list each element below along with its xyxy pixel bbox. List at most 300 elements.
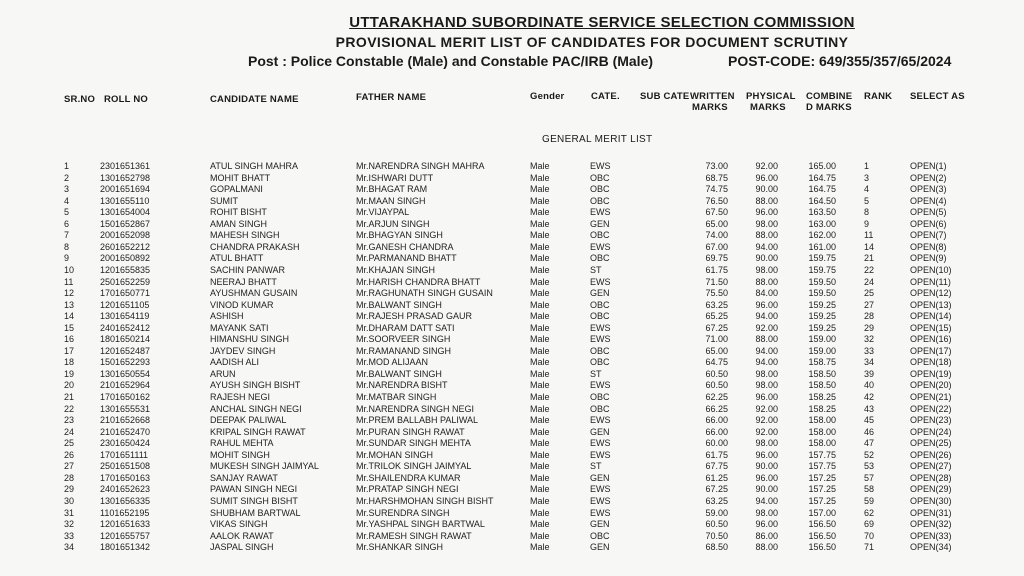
category-cell: EWS [590, 484, 611, 495]
physical-marks-cell: 88.00 [755, 230, 778, 241]
sr-no-cell: 7 [64, 230, 70, 241]
combined-marks-cell: 158.00 [808, 438, 836, 449]
combined-marks-cell: 163.00 [808, 218, 836, 229]
gender-cell: Male [530, 299, 550, 310]
written-marks-cell: 63.25 [705, 495, 728, 506]
select-as-cell: OPEN(14) [910, 311, 952, 322]
physical-marks-cell: 98.00 [755, 507, 778, 518]
table-row [0, 219, 1024, 230]
gender-cell: Male [530, 507, 550, 518]
rank-cell: 3 [864, 172, 870, 183]
table-row [0, 542, 1024, 553]
father-name-cell: Mr.RAMANAND SINGH [356, 345, 452, 356]
gender-cell: Male [530, 472, 550, 483]
col-select-as: SELECT AS [910, 91, 965, 102]
rank-cell: 47 [864, 438, 875, 449]
roll-no-cell: 1101652195 [100, 507, 150, 518]
sr-no-cell: 34 [64, 542, 75, 553]
sr-no-cell: 17 [64, 345, 75, 356]
physical-marks-cell: 98.00 [755, 380, 778, 391]
candidate-name-cell: SHUBHAM BARTWAL [210, 507, 301, 518]
table-row [0, 300, 1024, 311]
combined-marks-cell: 159.75 [808, 264, 836, 275]
gender-cell: Male [530, 438, 550, 449]
gender-cell: Male [530, 392, 550, 402]
candidate-name-cell: KRIPAL SINGH RAWAT [210, 426, 306, 437]
roll-no-cell: 1701651111 [100, 449, 149, 460]
physical-marks-cell: 86.00 [755, 530, 778, 541]
select-as-cell: OPEN(34) [910, 542, 952, 553]
combined-marks-cell: 157.00 [808, 507, 836, 518]
table-row [0, 496, 1024, 507]
table-row [0, 531, 1024, 542]
physical-marks-cell: 88.00 [755, 195, 778, 206]
category-cell: OBC [590, 230, 610, 241]
category-cell: EWS [590, 449, 611, 460]
select-as-cell: OPEN(15) [910, 322, 952, 333]
table-row [0, 253, 1024, 264]
select-as-cell: OPEN(25) [910, 438, 952, 449]
table-row [0, 438, 1024, 449]
gender-cell: Male [530, 357, 550, 368]
category-cell: EWS [590, 322, 611, 333]
candidate-name-cell: JASPAL SINGH [210, 542, 274, 553]
written-marks-cell: 67.25 [705, 484, 728, 495]
physical-marks-cell: 90.00 [755, 184, 778, 195]
combined-marks-cell: 165.00 [808, 161, 836, 171]
combined-marks-cell: 162.00 [808, 230, 836, 241]
candidate-name-cell: AMAN SINGH [210, 218, 268, 229]
section-label: GENERAL MERIT LIST [542, 134, 653, 145]
sr-no-cell: 21 [64, 392, 75, 402]
table-row [0, 184, 1024, 195]
physical-marks-cell: 94.00 [755, 345, 778, 356]
roll-no-cell: 1801650214 [100, 334, 151, 345]
sr-no-cell: 22 [64, 403, 75, 414]
gender-cell: Male [530, 218, 550, 229]
physical-marks-cell: 96.00 [755, 449, 778, 460]
combined-marks-cell: 159.50 [808, 288, 836, 299]
select-as-cell: OPEN(7) [910, 230, 947, 241]
category-cell: OBC [590, 172, 610, 183]
gender-cell: Male [530, 380, 550, 391]
select-as-cell: OPEN(32) [910, 519, 952, 530]
roll-no-cell: 1501652867 [100, 218, 151, 229]
written-marks-cell: 71.00 [705, 334, 728, 345]
select-as-cell: OPEN(6) [910, 218, 947, 229]
col-combined-marks-line1: COMBINE [806, 91, 853, 102]
combined-marks-cell: 157.25 [808, 484, 836, 495]
rank-cell: 4 [864, 184, 870, 195]
sr-no-cell: 19 [64, 368, 75, 379]
gender-cell: Male [530, 195, 550, 206]
father-name-cell: Mr.SHAILENDRA KUMAR [356, 472, 461, 483]
select-as-cell: OPEN(19) [910, 368, 952, 379]
roll-no-cell: 1201651105 [100, 299, 150, 310]
gender-cell: Male [530, 230, 550, 241]
category-cell: EWS [590, 507, 611, 518]
candidate-name-cell: GOPALMANI [210, 184, 263, 195]
category-cell: ST [590, 368, 602, 379]
physical-marks-cell: 90.00 [755, 253, 778, 264]
roll-no-cell: 2301651361 [100, 161, 151, 171]
combined-marks-cell: 161.00 [808, 241, 836, 252]
father-name-cell: Mr.SURENDRA SINGH [356, 507, 450, 518]
select-as-cell: OPEN(22) [910, 403, 952, 414]
roll-no-cell: 1301655531 [100, 403, 151, 414]
father-name-cell: Mr.YASHPAL SINGH BARTWAL [356, 519, 485, 530]
candidate-name-cell: AYUSH SINGH BISHT [210, 380, 301, 391]
combined-marks-cell: 156.50 [808, 519, 836, 530]
col-combined-marks-line2: D MARKS [806, 102, 852, 113]
combined-marks-cell: 158.75 [808, 357, 836, 368]
candidate-name-cell: MAYANK SATI [210, 322, 269, 333]
written-marks-cell: 60.50 [705, 380, 728, 391]
candidate-name-cell: ASHISH [210, 311, 244, 322]
gender-cell: Male [530, 542, 550, 553]
category-cell: GEN [590, 426, 610, 437]
category-cell: GEN [590, 288, 610, 299]
roll-no-cell: 1301655110 [100, 195, 150, 206]
physical-marks-cell: 98.00 [755, 368, 778, 379]
category-cell: GEN [590, 472, 610, 483]
rank-cell: 52 [864, 449, 875, 460]
father-name-cell: Mr.SOORVEER SINGH [356, 334, 451, 345]
gender-cell: Male [530, 495, 550, 506]
physical-marks-cell: 98.00 [755, 438, 778, 449]
table-row [0, 161, 1024, 172]
gender-cell: Male [530, 345, 550, 356]
candidate-name-cell: AALOK RAWAT [210, 530, 274, 541]
category-cell: EWS [590, 495, 611, 506]
gender-cell: Male [530, 161, 550, 171]
physical-marks-cell: 94.00 [755, 495, 778, 506]
category-cell: OBC [590, 253, 610, 264]
physical-marks-cell: 96.00 [755, 172, 778, 183]
combined-marks-cell: 157.25 [808, 472, 836, 483]
combined-marks-cell: 157.75 [808, 449, 836, 460]
written-marks-cell: 59.00 [705, 507, 728, 518]
combined-marks-cell: 157.75 [808, 461, 836, 472]
physical-marks-cell: 96.00 [755, 207, 778, 218]
table-row [0, 392, 1024, 403]
candidate-name-cell: ATUL SINGH MAHRA [210, 161, 299, 171]
combined-marks-cell: 158.00 [808, 426, 836, 437]
roll-no-cell: 2401652623 [100, 484, 151, 495]
rank-cell: 71 [864, 542, 875, 553]
written-marks-cell: 70.50 [705, 530, 728, 541]
gender-cell: Male [530, 276, 550, 287]
table-row [0, 415, 1024, 426]
father-name-cell: Mr.MATBAR SINGH [356, 392, 437, 402]
written-marks-cell: 66.00 [705, 415, 728, 426]
col-written-marks [690, 91, 735, 113]
combined-marks-cell: 158.00 [808, 415, 836, 426]
table-row [0, 207, 1024, 218]
candidate-name-cell: SUMIT SINGH BISHT [210, 495, 298, 506]
candidate-name-cell: SANJAY RAWAT [210, 472, 278, 483]
written-marks-cell: 66.25 [705, 403, 728, 414]
select-as-cell: OPEN(12) [910, 288, 952, 299]
candidate-name-cell: VIKAS SINGH [210, 519, 268, 530]
roll-no-cell: 2001652098 [100, 230, 151, 241]
category-cell: ST [590, 264, 602, 275]
father-name-cell: Mr.TRILOK SINGH JAIMYAL [356, 461, 472, 472]
select-as-cell: OPEN(3) [910, 184, 947, 195]
sr-no-cell: 15 [64, 322, 75, 333]
category-cell: EWS [590, 415, 611, 426]
category-cell: EWS [590, 380, 611, 391]
gender-cell: Male [530, 311, 550, 322]
sr-no-cell: 32 [64, 519, 75, 530]
father-name-cell: Mr.RAJESH PRASAD GAUR [356, 311, 473, 322]
table-row [0, 173, 1024, 184]
rank-cell: 57 [864, 472, 875, 483]
sr-no-cell: 8 [64, 241, 70, 252]
sr-no-cell: 23 [64, 415, 75, 426]
father-name-cell: Mr.MAAN SINGH [356, 195, 426, 206]
gender-cell: Male [530, 403, 550, 414]
rank-cell: 58 [864, 484, 875, 495]
roll-no-cell: 1501652293 [100, 357, 151, 368]
sr-no-cell: 33 [64, 530, 75, 541]
sr-no-cell: 2 [64, 172, 70, 183]
father-name-cell: Mr.NARENDRA SINGH MAHRA [356, 161, 485, 171]
col-written-marks-line2: MARKS [692, 102, 728, 113]
select-as-cell: OPEN(11) [910, 276, 951, 287]
gender-cell: Male [530, 334, 550, 345]
table-row [0, 484, 1024, 495]
category-cell: GEN [590, 519, 610, 530]
roll-no-cell: 2101652964 [100, 380, 151, 391]
gender-cell: Male [530, 519, 550, 530]
physical-marks-cell: 90.00 [755, 461, 778, 472]
select-as-cell: OPEN(24) [910, 426, 952, 437]
roll-no-cell: 2401652412 [100, 322, 151, 333]
rank-cell: 53 [864, 461, 875, 472]
category-cell: EWS [590, 161, 611, 171]
father-name-cell: Mr.PARMANAND BHATT [356, 253, 457, 264]
candidate-name-cell: MAHESH SINGH [210, 230, 280, 241]
select-as-cell: OPEN(17) [910, 345, 952, 356]
category-cell: GEN [590, 218, 610, 229]
physical-marks-cell: 84.00 [755, 288, 778, 299]
sr-no-cell: 25 [64, 438, 75, 449]
rank-cell: 1 [864, 161, 870, 171]
post-code: POST-CODE: 649/355/357/65/2024 [728, 53, 952, 69]
combined-marks-cell: 159.00 [808, 334, 836, 345]
sr-no-cell: 12 [64, 288, 75, 299]
rank-cell: 46 [864, 426, 875, 437]
rank-cell: 32 [864, 334, 875, 345]
post-label: Post : Police Constable (Male) and Constable PAC/IRB (Male) [248, 53, 654, 69]
father-name-cell: Mr.KHAJAN SINGH [356, 264, 436, 275]
candidate-name-cell: DEEPAK PALIWAL [210, 415, 287, 426]
father-name-cell: Mr.NARENDRA SINGH NEGI [356, 403, 475, 414]
candidate-name-cell: RAHUL MEHTA [210, 438, 274, 449]
written-marks-cell: 68.75 [705, 172, 728, 183]
table-row [0, 380, 1024, 391]
category-cell: EWS [590, 241, 611, 252]
col-sr-no: SR.NO [64, 94, 96, 105]
candidate-name-cell: AYUSHMAN GUSAIN [210, 288, 298, 299]
col-physical-marks-line1: PHYSICAL [746, 91, 796, 102]
sr-no-cell: 26 [64, 449, 75, 460]
table-row [0, 277, 1024, 288]
sr-no-cell: 30 [64, 495, 75, 506]
table-row [0, 473, 1024, 484]
roll-no-cell: 1301654004 [100, 207, 151, 218]
select-as-cell: OPEN(2) [910, 172, 947, 183]
father-name-cell: Mr.PREM BALLABH PALIWAL [356, 415, 479, 426]
select-as-cell: OPEN(28) [910, 472, 952, 483]
gender-cell: Male [530, 207, 550, 218]
father-name-cell: Mr.SHANKAR SINGH [356, 542, 444, 553]
select-as-cell: OPEN(5) [910, 207, 947, 218]
written-marks-cell: 67.25 [705, 322, 728, 333]
category-cell: EWS [590, 334, 611, 345]
father-name-cell: Mr.BHAGAT RAM [356, 184, 428, 195]
written-marks-cell: 65.00 [705, 218, 728, 229]
rank-cell: 43 [864, 403, 875, 414]
col-category: CATE. [591, 91, 620, 102]
combined-marks-cell: 158.25 [808, 392, 836, 402]
written-marks-cell: 65.25 [705, 311, 728, 322]
gender-cell: Male [530, 484, 550, 495]
col-combined-marks [806, 91, 852, 113]
roll-no-cell: 2001650892 [100, 253, 151, 264]
select-as-cell: OPEN(31) [910, 507, 952, 518]
physical-marks-cell: 92.00 [755, 403, 778, 414]
written-marks-cell: 60.50 [705, 368, 728, 379]
physical-marks-cell: 96.00 [755, 299, 778, 310]
written-marks-cell: 61.75 [705, 264, 728, 275]
physical-marks-cell: 88.00 [755, 276, 778, 287]
combined-marks-cell: 159.25 [808, 311, 836, 322]
col-gender: Gender [530, 91, 565, 102]
select-as-cell: OPEN(23) [910, 415, 952, 426]
combined-marks-cell: 159.50 [808, 276, 836, 287]
col-candidate-name: CANDIDATE NAME [210, 94, 299, 105]
category-cell: OBC [590, 299, 610, 310]
father-name-cell: Mr.PRATAP SINGH NEGI [356, 484, 459, 495]
father-name-cell: Mr.MOD ALIJAAN [356, 357, 429, 368]
sr-no-cell: 24 [64, 426, 75, 437]
sr-no-cell: 20 [64, 380, 75, 391]
candidate-name-cell: ROHIT BISHT [210, 207, 267, 218]
rank-cell: 28 [864, 311, 875, 322]
roll-no-cell: 1301654119 [100, 311, 150, 322]
gender-cell: Male [530, 322, 550, 333]
sr-no-cell: 5 [64, 207, 70, 218]
sr-no-cell: 4 [64, 195, 70, 206]
rank-cell: 11 [864, 230, 874, 241]
candidate-name-cell: ARUN [210, 368, 236, 379]
roll-no-cell: 2501652259 [100, 276, 151, 287]
roll-no-cell: 2101652668 [100, 415, 151, 426]
select-as-cell: OPEN(20) [910, 380, 952, 391]
candidate-name-cell: NEERAJ BHATT [210, 276, 277, 287]
candidate-name-cell: PAWAN SINGH NEGI [210, 484, 298, 495]
roll-no-cell: 1701650771 [100, 288, 151, 299]
category-cell: OBC [590, 530, 610, 541]
rank-cell: 40 [864, 380, 875, 391]
rank-cell: 45 [864, 415, 875, 426]
rank-cell: 9 [864, 218, 870, 229]
category-cell: OBC [590, 184, 610, 195]
physical-marks-cell: 94.00 [755, 311, 778, 322]
table-row [0, 311, 1024, 322]
col-physical-marks [746, 91, 796, 113]
candidate-name-cell: MOHIT BHATT [210, 172, 271, 183]
category-cell: ST [590, 461, 602, 472]
written-marks-cell: 61.25 [705, 472, 728, 483]
gender-cell: Male [530, 426, 550, 437]
sr-no-cell: 14 [64, 311, 75, 322]
written-marks-cell: 63.25 [705, 299, 728, 310]
candidate-name-cell: SUMIT [210, 195, 238, 206]
physical-marks-cell: 98.00 [755, 264, 778, 275]
combined-marks-cell: 164.75 [808, 184, 836, 195]
father-name-cell: Mr.GANESH CHANDRA [356, 241, 454, 252]
physical-marks-cell: 88.00 [755, 334, 778, 345]
rank-cell: 5 [864, 195, 870, 206]
physical-marks-cell: 96.00 [755, 392, 778, 402]
combined-marks-cell: 157.25 [808, 495, 836, 506]
roll-no-cell: 1301656335 [100, 495, 151, 506]
father-name-cell: Mr.ARJUN SINGH [356, 218, 430, 229]
sr-no-cell: 3 [64, 184, 70, 195]
father-name-cell: Mr.RAMESH SINGH RAWAT [356, 530, 472, 541]
candidate-name-cell: SACHIN PANWAR [210, 264, 286, 275]
written-marks-cell: 75.50 [705, 288, 728, 299]
sr-no-cell: 9 [64, 253, 70, 264]
written-marks-cell: 62.25 [705, 392, 728, 402]
roll-no-cell: 1701650163 [100, 472, 151, 483]
sr-no-cell: 6 [64, 218, 70, 229]
table-row [0, 369, 1024, 380]
select-as-cell: OPEN(18) [910, 357, 952, 368]
category-cell: OBC [590, 403, 610, 414]
written-marks-cell: 67.75 [705, 461, 728, 472]
rank-cell: 14 [864, 241, 875, 252]
physical-marks-cell: 94.00 [755, 357, 778, 368]
col-written-marks-line1: WRITTEN [690, 91, 735, 102]
written-marks-cell: 65.00 [705, 345, 728, 356]
roll-no-cell: 2301650424 [100, 438, 151, 449]
select-as-cell: OPEN(16) [910, 334, 952, 345]
category-cell: OBC [590, 357, 610, 368]
table-row [0, 519, 1024, 530]
combined-marks-cell: 158.50 [808, 380, 836, 391]
combined-marks-cell: 156.50 [808, 542, 836, 553]
combined-marks-cell: 164.50 [808, 195, 836, 206]
rank-cell: 59 [864, 495, 875, 506]
sr-no-cell: 16 [64, 334, 75, 345]
rank-cell: 42 [864, 392, 875, 402]
written-marks-cell: 64.75 [705, 357, 728, 368]
roll-no-cell: 2501651508 [100, 461, 151, 472]
sr-no-cell: 18 [64, 357, 75, 368]
col-physical-marks-line2: MARKS [750, 102, 786, 113]
table-row [0, 196, 1024, 207]
rank-cell: 27 [864, 299, 875, 310]
select-as-cell: OPEN(9) [910, 253, 947, 264]
gender-cell: Male [530, 288, 550, 299]
combined-marks-cell: 163.50 [808, 207, 836, 218]
physical-marks-cell: 96.00 [755, 519, 778, 530]
sr-no-cell: 10 [64, 264, 75, 275]
